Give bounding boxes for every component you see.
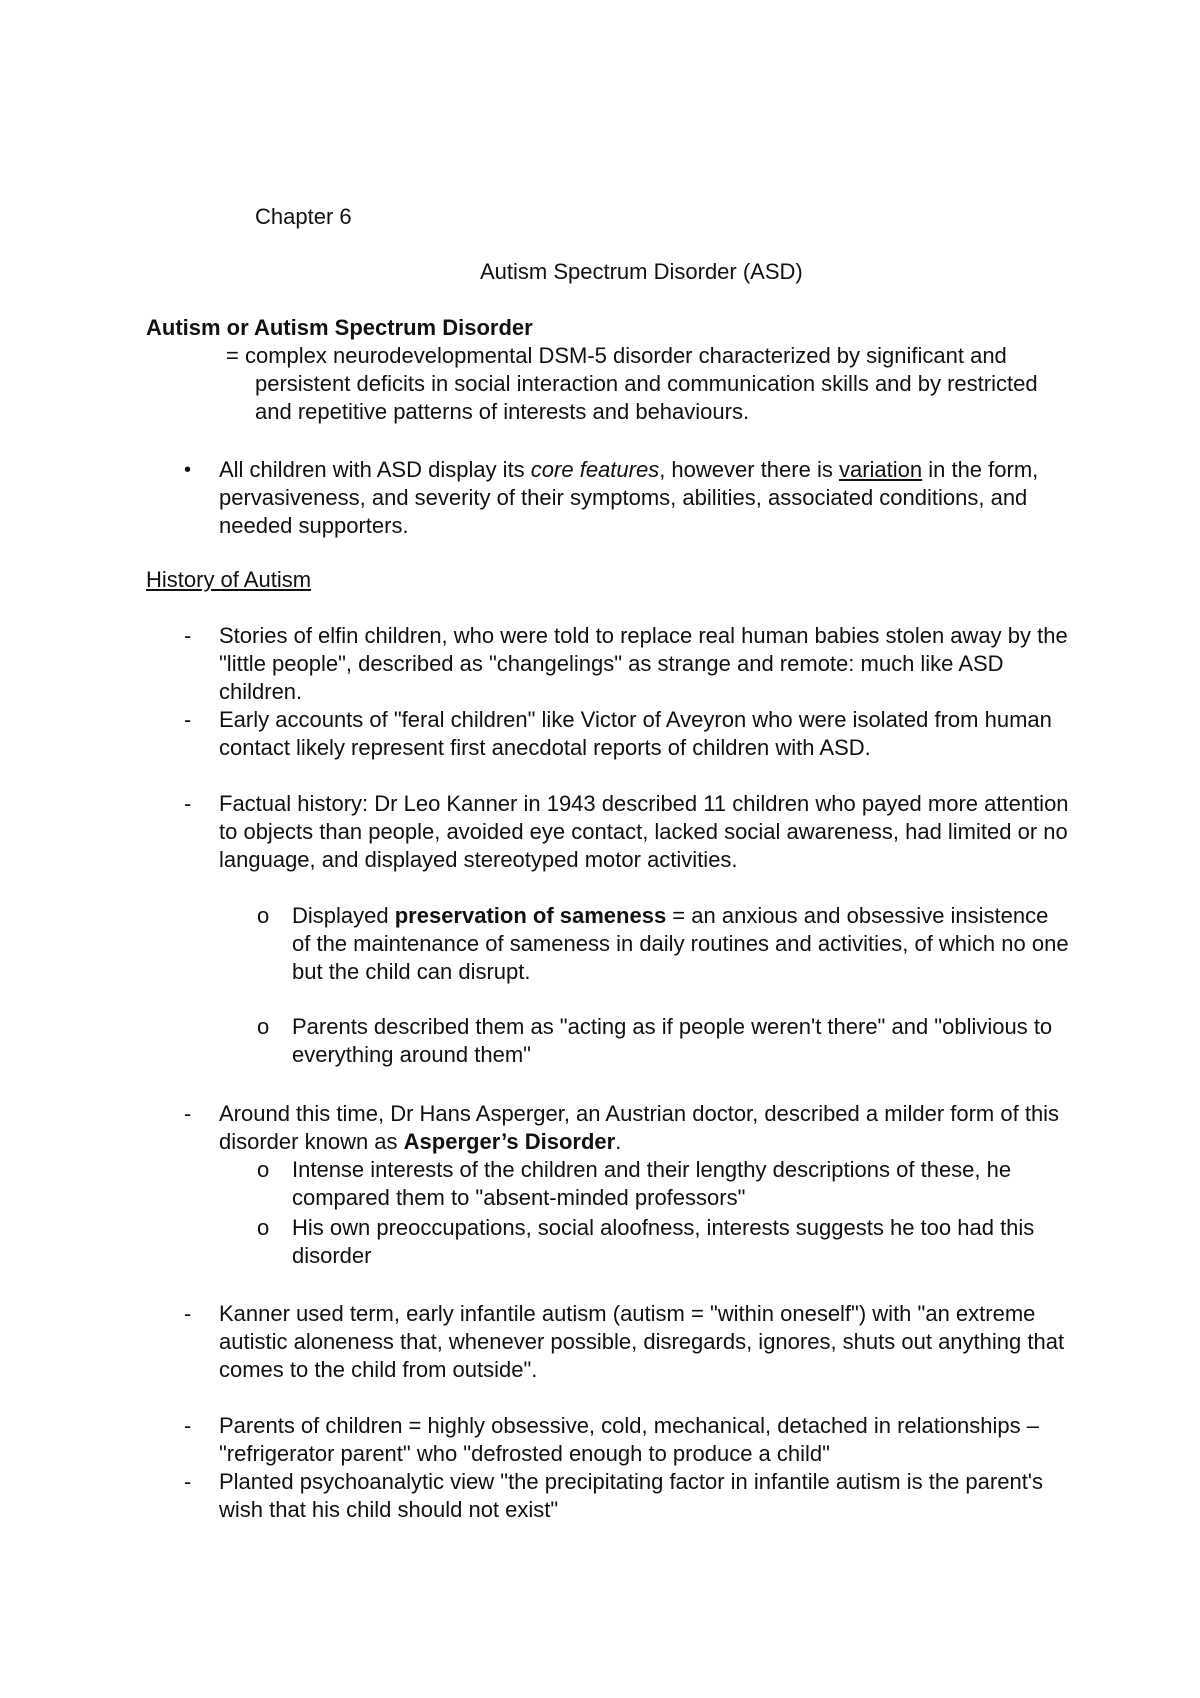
- chapter-label: Chapter 6: [255, 204, 352, 229]
- bullet-marker: •: [184, 459, 192, 481]
- history-heading: History of Autism: [146, 567, 312, 592]
- history-item-asperger: [219, 1100, 1069, 1156]
- history-item-feral-children: Early accounts of "feral children" like Victor of Aveyron who were isolated from human contact likely represent first anecdotal reports of children with ASD.: [219, 707, 1052, 760]
- subitem-text: = an anxious and obsessive insistence of the maintenance of sameness in daily routines and activities, of which no one but the child can disrupt.: [292, 903, 1069, 984]
- preservation-of-sameness-term: preservation of sameness: [394, 903, 667, 928]
- dash-marker: -: [184, 1301, 192, 1326]
- dash-marker: -: [184, 623, 192, 648]
- item-text: Around this time, Dr Hans Asperger, an Austrian doctor, described a milder form of this disorder known as: [219, 1101, 1060, 1154]
- sub-marker: o: [257, 1157, 270, 1182]
- sub-marker: o: [257, 903, 270, 928]
- item-text: .: [615, 1129, 622, 1154]
- sub-marker: o: [257, 1215, 270, 1240]
- sub-marker: o: [257, 1014, 270, 1039]
- dash-marker: -: [184, 1413, 192, 1438]
- history-item-kanner: Factual history: Dr Leo Kanner in 1943 described 11 children who payed more attention to objects than people, avoided eye contact, lacked social awareness, had limited or no language, and displayed stereotyped motor activities.: [219, 791, 1069, 872]
- dash-marker: -: [184, 1469, 192, 1494]
- history-item-changelings: Stories of elfin children, who were told to replace real human babies stolen away by the "little people", described as "changelings" as strange and remote: much like ASD children.: [219, 623, 1068, 704]
- subitem-text: Displayed: [292, 903, 395, 928]
- dash-marker: -: [184, 1101, 192, 1126]
- variation-underline: variation: [838, 457, 923, 482]
- aspergers-disorder-term: Asperger’s Disorder: [403, 1129, 616, 1154]
- dash-marker: -: [184, 707, 192, 732]
- history-subitem-parents-described: Parents described them as "acting as if people weren't there" and "oblivious to everything around them": [292, 1014, 1053, 1067]
- history-item-refrigerator-parent: Parents of children = highly obsessive, cold, mechanical, detached in relationships – "refrigerator parent" who "defrosted enough to produce a child": [219, 1413, 1039, 1466]
- core-features-emphasis: core features: [530, 457, 660, 482]
- bullet-text-3: in the form, pervasiveness, and severity of their symptoms, abilities, associated conditions, and needed supporters.: [219, 457, 1039, 538]
- definition-text: = complex neurodevelopmental DSM-5 disorder characterized by significant and persistent deficits in social interaction and communication skills and by restricted and repetitive patterns of interests and behaviours.: [226, 343, 1038, 424]
- history-item-infantile-autism: Kanner used term, early infantile autism (autism = "within oneself") with "an extreme autistic aloneness that, whenever possible, disregards, ignores, shuts out anything that comes to the child from outside".: [219, 1301, 1065, 1382]
- dash-marker: -: [184, 791, 192, 816]
- history-subitem-sameness: [292, 902, 1072, 986]
- history-subitem-professors: Intense interests of the children and their lengthy descriptions of these, he compared them to "absent-minded professors": [292, 1157, 1012, 1210]
- document-title: Autism Spectrum Disorder (ASD): [480, 259, 803, 284]
- history-item-psychoanalytic-view: Planted psychoanalytic view "the precipitating factor in infantile autism is the parent's wish that his child should not exist": [219, 1469, 1044, 1522]
- definition-heading: Autism or Autism Spectrum Disorder: [146, 315, 533, 340]
- bullet-text-1: All children with ASD display its: [219, 457, 531, 482]
- history-subitem-own-preoccupations: His own preoccupations, social aloofness, interests suggests he too had this disorder: [292, 1215, 1035, 1268]
- core-features-bullet: [219, 456, 1069, 540]
- bullet-text-2: , however there is: [659, 457, 839, 482]
